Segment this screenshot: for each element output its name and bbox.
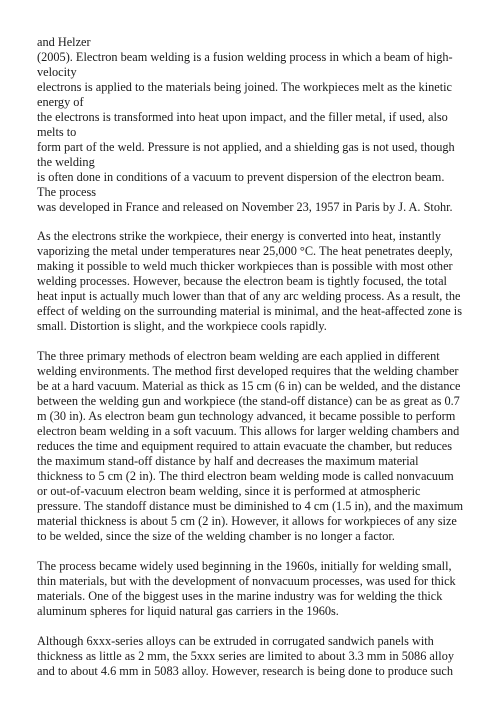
paragraph-history: The process became widely used beginning in the 1960s, initially for welding small, thin materials, but with the development of nonvacuum processes, was used for thick materials. One of the biggest uses in the marine industry was for welding the thick aluminum spheres for liquid natural gas carriers in the 1960s. xyxy=(37,559,456,618)
text-line: energy of xyxy=(37,95,84,109)
text-line: The process xyxy=(37,185,97,199)
text-line: and Helzer xyxy=(37,35,91,49)
text-line: form part of the weld. Pressure is not applied, and a shielding gas is not used, though xyxy=(37,140,455,154)
document-page xyxy=(37,35,467,694)
text-line: (2005). Electron beam welding is a fusion welding process in which a beam of high- xyxy=(37,50,453,64)
text-line: electrons is applied to the materials being joined. The workpieces melt as the kinetic xyxy=(37,80,453,94)
text-line: the electrons is transformed into heat upon impact, and the filler metal, if used, also xyxy=(37,110,448,124)
paragraph-alloys: Although 6xxx-series alloys can be extruded in corrugated sandwich panels with thickness as little as 2 mm, the 5xxx series are limited to about 3.3 mm in 5086 alloy and to about 4.6 mm in 5083 alloy. However, research is being done to produce such xyxy=(37,634,455,678)
text-line: the welding xyxy=(37,155,95,169)
intro-text-block xyxy=(37,35,467,215)
text-line: is often done in conditions of a vacuum to prevent dispersion of the electron beam. xyxy=(37,170,445,184)
paragraph-welding-methods: The three primary methods of electron beam welding are each applied in different welding environments. The method first developed requires that the welding chamber be at a hard vacuum. Material as thick as 15 cm (6 in) can be welded, and the distance between the welding gun and workpiece (the stand-off distance) can be as great as 0.7 m (30 in). As electron beam gun technology advanced, it became possible to perform electron beam welding in a soft vacuum. This allows for larger welding chambers and reduces the time and equipment required to attain evacuate the chamber, but reduces the maximum stand-off distance by half and decreases the maximum material thickness to 5 cm (2 in). The third electron beam welding mode is called nonvacuum or out-of-vacuum electron beam welding, since it is performed at atmospheric pressure. The standoff distance must be diminished to 4 cm (1.5 in), and the maximum material thickness is about 5 cm (2 in). However, it allows for workpieces of any size to be welded, since the size of the welding chamber is no longer a factor. xyxy=(37,349,464,543)
text-line: was developed in France and released on November 23, 1957 in Paris by J. A. Stohr. xyxy=(37,200,453,214)
text-line: melts to xyxy=(37,125,77,139)
paragraph-heat-input: As the electrons strike the workpiece, their energy is converted into heat, instantly vaporizing the metal under temperatures near 25,000 °C. The heat penetrates deeply, making it possible to weld much thicker workpieces than is possible with most other welding processes. However, because the electron beam is tightly focused, the total heat input is actually much lower than that of any arc welding process. As a result, the effect of welding on the surrounding material is minimal, and the heat-affected zone is small. Distortion is slight, and the workpiece cools rapidly. xyxy=(37,229,463,333)
text-line: velocity xyxy=(37,65,77,79)
